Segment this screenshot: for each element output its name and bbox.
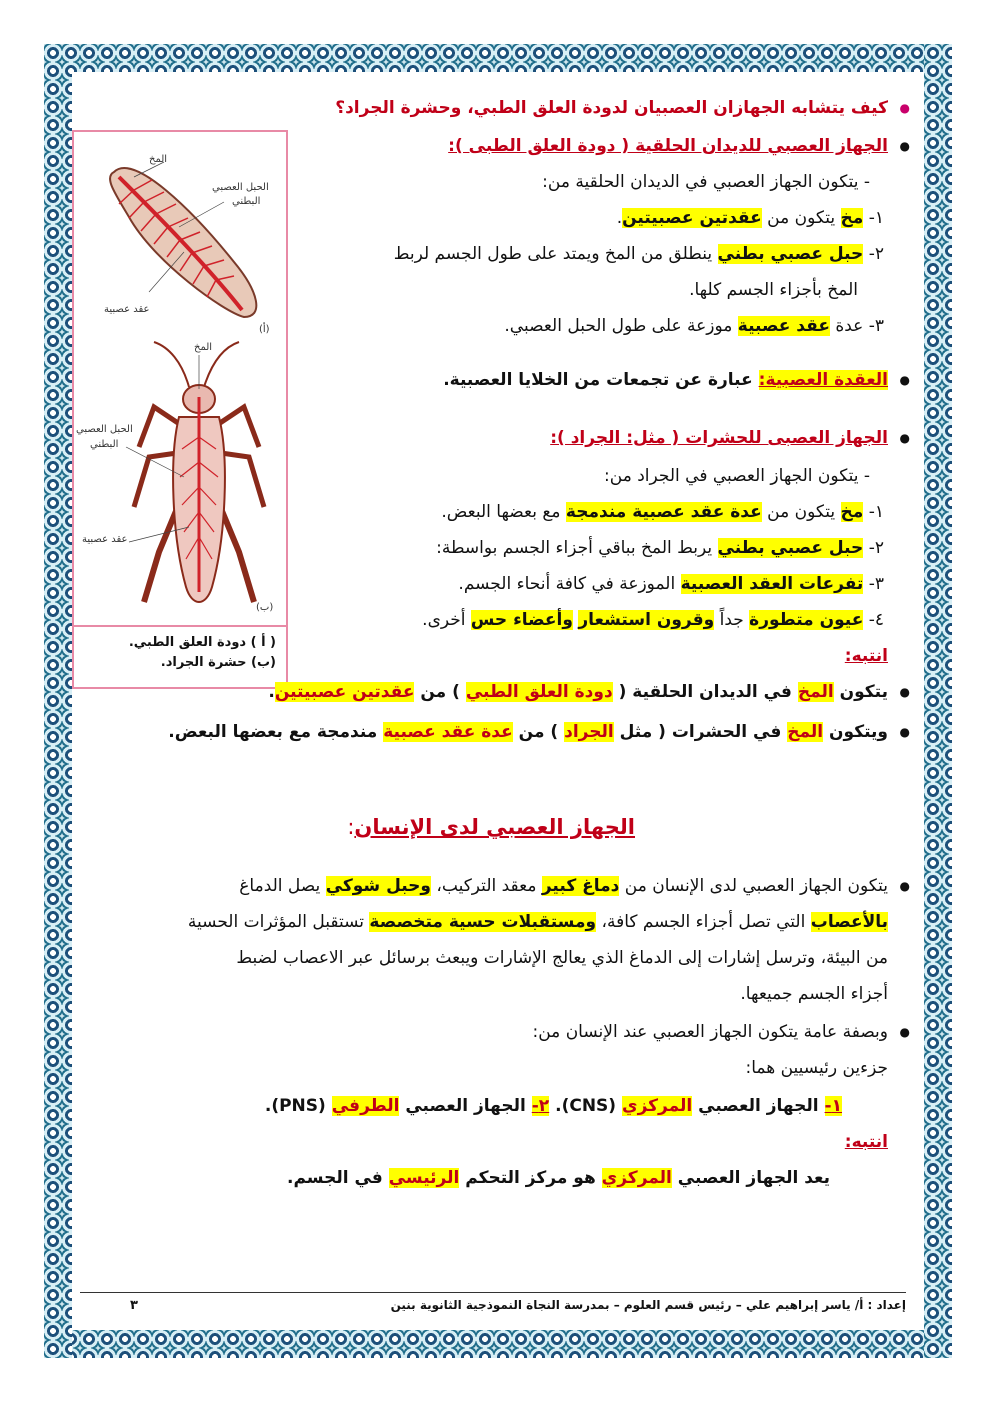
human-part-1-central: المركزي [622, 1096, 693, 1116]
definition-line [443, 368, 888, 392]
note1-l1-c: في الديدان الحلقية ( [612, 682, 798, 702]
footer-text: إعداد : أ/ ياسر إبراهيم علي – رئيس قسم العلوم – بمدرسة النجاة النموذجية الثانوية بنين [390, 1298, 906, 1312]
sec2-item-3-branches: تفرعات العقد العصبية [680, 574, 864, 594]
page-border-top [44, 44, 952, 72]
note2-c: هو مركز التحكم [459, 1168, 602, 1188]
human-p-line-6: جزءين رئيسيين هما: [745, 1058, 888, 1078]
human-p-line-3: من البيئة، وترسل إشارات إلى الدماغ الذي يعالج الإشارات ويبعث برسائل عبر الاعصاب لضبط [236, 948, 888, 968]
sec2-item-3 [458, 572, 884, 596]
sec2-item-2 [436, 536, 884, 560]
human-p1-e: يصل الدماغ [239, 876, 326, 896]
sec1-item-1-ganglia: عقدتين عصبيتين [622, 208, 762, 228]
leech-cord-label: الحبل العصبي [212, 182, 269, 193]
definition-text: عبارة عن تجمعات من الخلايا العصبية. [443, 370, 759, 390]
sec1-item-2-num: ٢- [863, 244, 884, 264]
sec2-item-2-text: يربط المخ بباقي أجزاء الجسم بواسطة: [436, 538, 718, 558]
human-title-line [347, 812, 635, 842]
leech-brain-label: المخ [149, 154, 168, 165]
note1-l1-a: يتكون [833, 682, 888, 702]
note1-l2-c: في الحشرات ( مثل [613, 722, 788, 742]
leech-tag: (أ) [259, 324, 270, 335]
sec2-item-4-text: جداً [714, 610, 750, 630]
human-p-line-1 [239, 874, 888, 898]
sec1-item-3-num: ٣- عدة [829, 316, 884, 336]
sec2-item-1-ganglia: عدة عقد عصبية مندمجة [565, 502, 762, 522]
sec1-item-2 [394, 242, 884, 266]
human-p-line-2 [188, 910, 888, 934]
note1-l2-ganglia: عدة عقد عصبية [383, 722, 513, 742]
sec1-item-2-cord: حبل عصبي بطني [717, 244, 864, 264]
note1-l2-a: ويتكون [823, 722, 888, 742]
sec2-item-3-num: ٣- [863, 574, 884, 594]
sec1-item-1 [617, 206, 884, 230]
human-part-2-abbr: (PNS). [264, 1096, 332, 1116]
human-p2-b: التي تصل أجزاء الجسم كافة، [596, 912, 811, 932]
human-title-colon: : [347, 815, 355, 839]
sec2-item-1-text: يتكون من [761, 502, 841, 522]
note1-l1-end: . [268, 682, 275, 702]
human-part-1-text: الجهاز العصبي [692, 1096, 825, 1116]
note1-l1-ganglia: عقدتين عصبيتين [274, 682, 415, 702]
human-p2-d: تستقبل المؤثرات الحسية [187, 912, 370, 932]
human-p-line-4: أجزاء الجسم جميعها. [740, 984, 888, 1004]
note1-l2-brain: المخ [787, 722, 824, 742]
sec1-item-2-cont: المخ بأجزاء الجسم كلها. [689, 280, 858, 300]
sec2-intro: - يتكون الجهاز العصبي في الجراد من: [604, 466, 870, 486]
note1-l2-locust: الجراد [564, 722, 614, 742]
human-p1-c: معقد التركيب، [431, 876, 542, 896]
page-border-right [924, 44, 952, 1358]
footer-rule [80, 1292, 906, 1293]
note2-end: في الجسم. [287, 1168, 389, 1188]
sec2-title-line [550, 426, 888, 450]
human-p2-receptors: ومستقبلات حسية متخصصة [369, 912, 597, 932]
human-p1-spinal: وحبل شوكي [325, 876, 431, 896]
human-part-1-abbr: (CNS). [549, 1096, 622, 1116]
sec2-title: الجهاز العصبى للحشرات ( مثل: الجراد ): [550, 428, 888, 448]
sec2-item-4-num: ٤- [863, 610, 884, 630]
note1-label: انتبه: [844, 646, 888, 666]
caption-line-2: (ب) حشرة الجراد. [160, 655, 276, 670]
note1-line-2 [168, 720, 888, 744]
sec1-item-1-num: ١- [863, 208, 884, 228]
definition-term: العقدة العصبية: [758, 370, 888, 390]
human-parts-line [265, 1094, 842, 1118]
sec2-item-1-end: مع بعضها البعض. [441, 502, 566, 522]
sec1-item-3-text: موزعة على طول الحبل العصبي. [504, 316, 738, 336]
note2-main: الرئيسي [388, 1168, 460, 1188]
sec1-title-line [448, 134, 888, 158]
sec1-item-3 [504, 314, 884, 338]
sec1-item-1-text: يتكون من [761, 208, 841, 228]
sec2-item-2-cord: حبل عصبي بطني [717, 538, 864, 558]
leech-cord-label-2: البطني [232, 196, 261, 207]
sec1-title: الجهاز العصبي للديدان الحلقية ( دودة العلق الطبى ): [448, 136, 888, 156]
locust-ganglia-label: عقد عصبية [82, 534, 128, 545]
locust-tag: (ب) [256, 602, 274, 613]
note1-l2-end: مندمجة مع بعضها البعض. [168, 722, 384, 742]
page-content [80, 84, 910, 1324]
sec2-item-4-eyes: عيون متطورة [749, 610, 864, 630]
sec2-item-1 [441, 500, 884, 524]
caption-line-1: ( أ ) دودة العلق الطبي. [128, 635, 276, 650]
sec2-item-3-text: الموزعة في كافة أنحاء الجسم. [458, 574, 681, 594]
page-border-bottom [44, 1330, 952, 1358]
human-part-2-peripheral: الطرفي [331, 1096, 400, 1116]
sec1-item-1-brain: مخ [840, 208, 864, 228]
human-part-2-num: ٢- [531, 1096, 550, 1116]
note1-l2-e: ) من [512, 722, 565, 742]
locust-brain-label: المخ [194, 342, 213, 353]
sec2-item-2-num: ٢- [863, 538, 884, 558]
question-text: كيف يتشابه الجهازان العصبيان لدودة العلق الطبي، وحشرة الجراد؟ [335, 98, 888, 118]
human-p-line-5: ● وبصفة عامة يتكون الجهاز العصبي عند الإنسان من: [533, 1020, 888, 1044]
note2-a: يعد الجهاز العصبي [671, 1168, 830, 1188]
sec1-item-1-end: . [616, 208, 623, 228]
note2-label: انتبه: [844, 1132, 888, 1152]
sec2-item-1-num: ١- [863, 502, 884, 522]
sec1-intro: - يتكون الجهاز العصبي في الديدان الحلقية من: [542, 172, 870, 192]
human-p1-brain: دماغ كبير [541, 876, 620, 896]
sec2-item-4 [422, 608, 884, 632]
note1-line-1 [268, 680, 888, 704]
leech-ganglia-label: عقد عصبية [104, 304, 150, 315]
question-heading [335, 96, 888, 120]
human-title: الجهاز العصبي لدى الإنسان [354, 815, 635, 839]
page-number: ٣ [130, 1298, 138, 1313]
human-part-2-text: الجهاز العصبي [399, 1096, 532, 1116]
locust-cord-label-2: البطني [90, 439, 119, 450]
sec2-item-4-end: أخرى. [422, 610, 471, 630]
sec2-item-4-antennae: وقرون استشعار [578, 610, 715, 630]
note2-line [287, 1166, 830, 1190]
human-part-1-num: ١- [824, 1096, 842, 1116]
sec2-item-1-brain: مخ [840, 502, 864, 522]
note1-l1-brain: المخ [797, 682, 834, 702]
human-p2-nerves: بالأعصاب [810, 912, 888, 932]
human-p1-a: يتكون الجهاز العصبي لدى الإنسان من [619, 876, 888, 896]
note1-l1-leech: دودة العلق الطبي [465, 682, 613, 702]
note1-l1-e: ) من [414, 682, 466, 702]
locust-cord-label: الحبل العصبي [76, 424, 133, 435]
sec2-item-4-sense: وأعضاء حس [470, 610, 573, 630]
page-border-left [44, 44, 72, 1358]
note2-central: المركزي [601, 1168, 672, 1188]
sec1-item-3-ganglia: عقد عصبية [737, 316, 830, 336]
sec1-item-2-text: ينطلق من المخ ويمتد على طول الجسم لربط [393, 244, 718, 264]
